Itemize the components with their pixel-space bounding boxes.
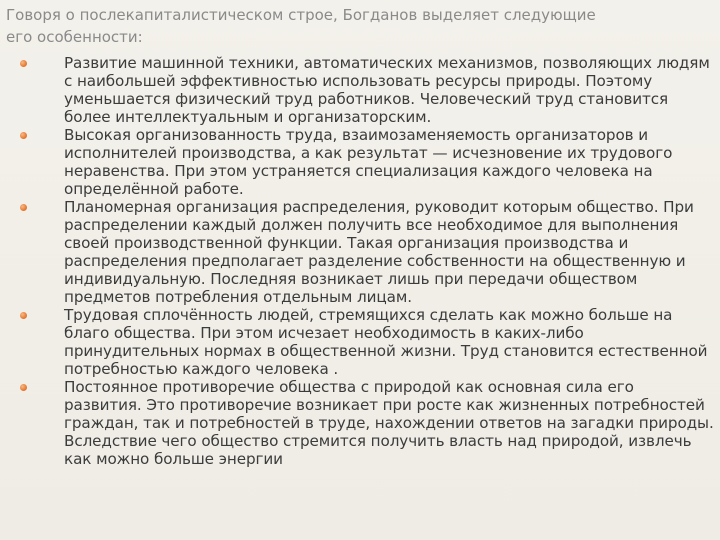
bullet-text: Развитие машинной техники, автоматических механизмов, позволяющих людям с наибольшей эффективностью использовать ресурсы природы. Поэтому уменьшается физический труд работников. Человеческий труд становится более интеллектуальным и организаторским. — [64, 54, 710, 126]
list-item — [14, 306, 714, 378]
bullet-dot-icon — [20, 312, 27, 319]
list-item — [14, 378, 714, 468]
bullet-dot-icon — [20, 132, 27, 139]
bullet-dot-icon — [20, 204, 27, 211]
bullet-dot-icon — [20, 384, 27, 391]
bullet-text: Постоянное противоречие общества с природой как основная сила его развития. Это противоречие возникает при росте как жизненных потребностей граждан, так и потребностей в труде, нахождении ответов на загадки природы. Вследствие чего общество стремится получить власть над природой, извлечь как можно больше энергии — [64, 378, 714, 468]
bullet-dot-icon — [20, 60, 27, 67]
bullet-text: Планомерная организация распределения, руководит которым общество. При распределении каждый должен получить все необходимое для выполнения своей производственной функции. Такая организация производства и распределения предполагает разделение собственности на общественную и индивидуальную. Последняя возникает лишь при передачи обществом предметов потребления отдельным лицам. — [64, 198, 694, 306]
list-item — [14, 54, 714, 126]
list-item — [14, 126, 714, 198]
bullet-list — [14, 54, 714, 468]
bullet-text: Высокая организованность труда, взаимозаменяемость организаторов и исполнителей производства, а как результат — исчезновение их трудового неравенства. При этом устраняется специализация каждого человека на определённой работе. — [64, 126, 673, 198]
bullet-text: Трудовая сплочённость людей, стремящихся сделать как можно больше на благо общества. При этом исчезает необходимость в каких-либо принудительных нормах в общественной жизни. Труд становится естественной потребностью каждого человека . — [64, 306, 708, 378]
list-item — [14, 198, 714, 306]
page-title: Говоря о послекапиталистическом строе, Богданов выделяет следующие его особенности: — [6, 6, 596, 46]
